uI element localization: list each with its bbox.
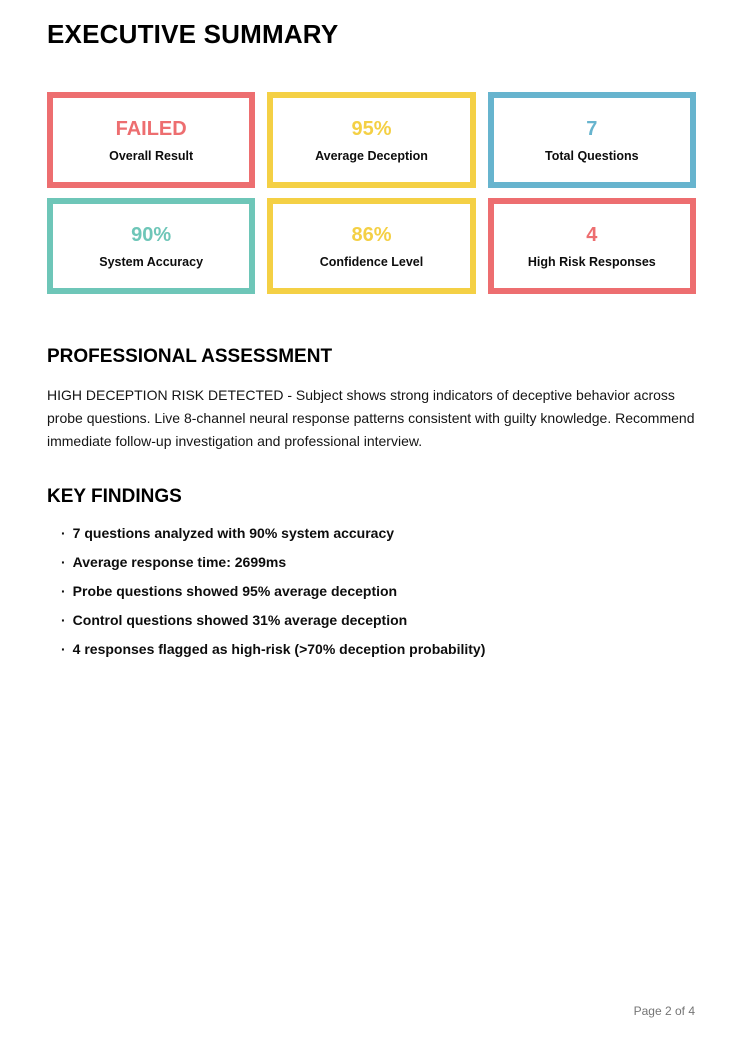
finding-text: Probe questions showed 95% average deception <box>72 583 398 599</box>
bullet-marker: · <box>61 583 66 599</box>
metric-value: 86% <box>351 223 392 246</box>
metric-label: High Risk Responses <box>527 254 656 269</box>
metric-value: FAILED <box>115 117 187 140</box>
bullet-marker: · <box>61 525 66 541</box>
list-item <box>61 583 696 600</box>
list-item <box>61 525 696 542</box>
professional-assessment-heading: PROFESSIONAL ASSESSMENT <box>47 346 333 367</box>
metric-label: Overall Result <box>109 148 194 163</box>
metric-value: 4 <box>586 223 598 246</box>
list-item <box>61 554 696 571</box>
metric-value: 90% <box>131 223 172 246</box>
metric-card-total-questions <box>488 92 696 188</box>
professional-assessment-body: HIGH DECEPTION RISK DETECTED - Subject shows strong indicators of deceptive behavior across probe questions. Live 8-channel neural response patterns consistent with guilty knowledge. Recommend immediate follow-up investigation and professional interview. <box>47 387 695 449</box>
metric-card-system-accuracy <box>47 198 255 294</box>
bullet-marker: · <box>61 612 66 628</box>
finding-text: Average response time: 2699ms <box>72 554 287 570</box>
bullet-marker: · <box>61 641 66 657</box>
summary-cards-grid <box>47 92 696 294</box>
bullet-marker: · <box>61 554 66 570</box>
metric-label: Average Deception <box>315 148 428 163</box>
key-findings-heading: KEY FINDINGS <box>47 486 182 507</box>
metric-label: Total Questions <box>545 148 639 163</box>
metric-value: 7 <box>586 117 598 140</box>
metric-label: Confidence Level <box>319 254 424 269</box>
list-item <box>61 641 696 658</box>
page-number: Page 2 of 4 <box>633 1004 695 1018</box>
metric-card-average-deception <box>267 92 475 188</box>
key-findings-list <box>47 525 696 658</box>
metric-card-overall-result <box>47 92 255 188</box>
page-title: EXECUTIVE SUMMARY <box>47 19 339 49</box>
list-item <box>61 612 696 629</box>
metric-value: 95% <box>351 117 392 140</box>
metric-label: System Accuracy <box>99 254 204 269</box>
finding-text: 4 responses flagged as high-risk (>70% deception probability) <box>72 641 486 657</box>
metric-card-confidence-level <box>267 198 475 294</box>
metric-card-high-risk-responses <box>488 198 696 294</box>
finding-text: 7 questions analyzed with 90% system accuracy <box>72 525 395 541</box>
finding-text: Control questions showed 31% average deception <box>72 612 408 628</box>
